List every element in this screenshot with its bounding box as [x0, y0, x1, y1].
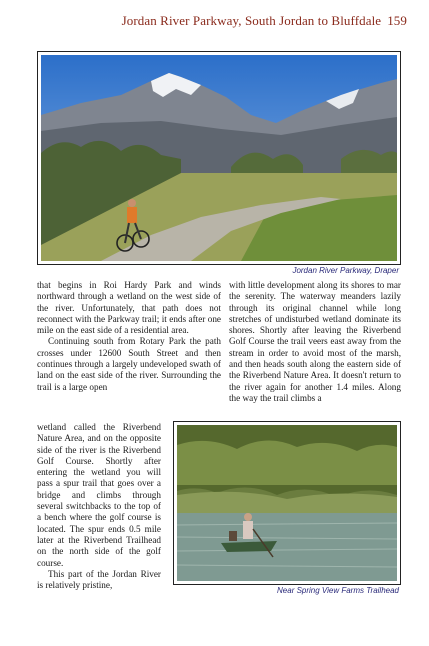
trail-photo-caption: Jordan River Parkway, Draper: [292, 266, 399, 275]
right-column: [229, 280, 401, 404]
left-narrow-paragraph: This part of the Jordan River is relatively pristine,: [37, 568, 161, 591]
river-photo: [173, 421, 401, 585]
trail-photo-image: [41, 55, 397, 261]
left-column: [37, 280, 221, 393]
trail-photo: [37, 51, 401, 265]
running-head: [122, 13, 407, 29]
running-title: Jordan River Parkway, South Jordan to Bluffdale: [121, 13, 382, 28]
left-paragraph: that begins in Roi Hardy Park and winds northward through a wetland on the west side of the river. Unfortunately, that path does not reconnect with the Parkway trail; it ends after one mile on the east side of a residential area.: [37, 280, 221, 336]
page-number: 159: [387, 13, 407, 28]
left-paragraph: Continuing south from Rotary Park the path crosses under 12600 South Street and then continues through a largely undeveloped swath of land on the east side of the river. Surrounding the trail is a large open: [37, 336, 221, 392]
right-paragraph: with little development along its shores to mar the serenity. The waterway meanders lazily through its original channel while long stretches of undisturbed wetland dominate its shores. Shortly after leaving the Riverbend Golf Course the trail veers east away from the stream in order to avoid most of the marsh, and then heads south along the eastern side of the Riverbend Nature Area. It doesn't return to the river again for another 1.4 miles. Along the way the trail climbs a: [229, 280, 401, 403]
left-narrow-column: [37, 422, 161, 591]
left-narrow-paragraph: wetland called the Riverbend Nature Area, and on the opposite side of the river is the Riverbend Golf Course. Shortly after entering the wetland you will pass a spur trail that goes over a bridge and climbs through several switchbacks to the top of a bench where the golf course is located. The spur ends 0.5 mile later at the Riverbend Trailhead on the north side of the golf course.: [37, 422, 161, 568]
river-photo-image: [177, 425, 397, 581]
river-photo-caption: Near Spring View Farms Trailhead: [277, 586, 399, 595]
